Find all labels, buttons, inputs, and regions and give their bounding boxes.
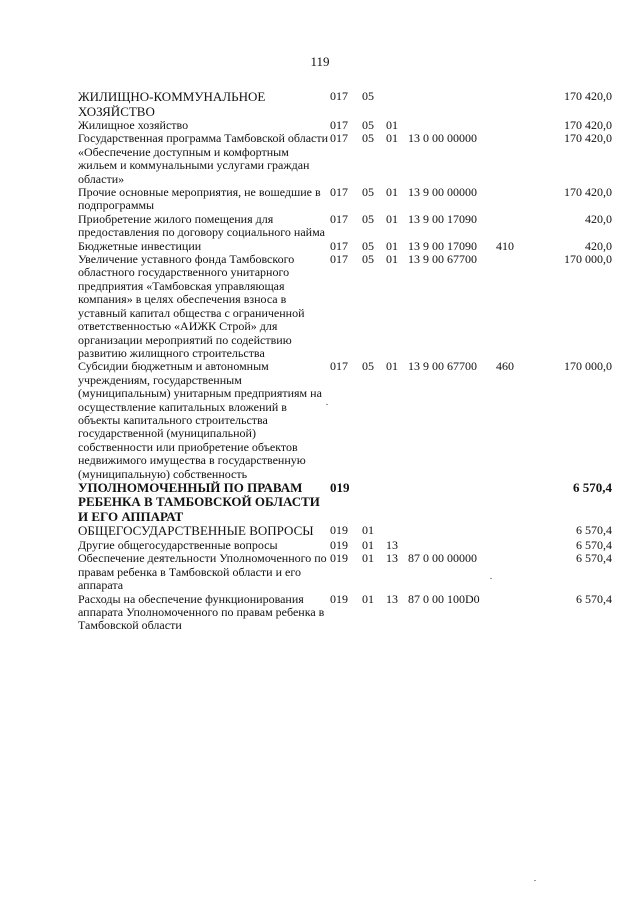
row-ved-code: 019 (330, 551, 348, 566)
row-expense-type (496, 552, 532, 592)
row-sum: 170 000,0 (564, 359, 612, 374)
row-section-code: 05 (362, 118, 374, 132)
row-ved-code: 017 (330, 211, 348, 226)
row-name: Прочие основные мероприятия, не вошедшие в подпрограммы (78, 185, 321, 213)
row-subsection-code: 01 (386, 185, 398, 200)
table-row (78, 552, 612, 592)
row-ved-code: 019 (330, 523, 348, 538)
row-name: Приобретение жилого помещения для предоставления по договору социального найма (78, 211, 325, 240)
row-expense-type (496, 524, 532, 539)
row-sum: 170 420,0 (564, 131, 612, 146)
row-name: ЖИЛИЩНО-КОММУНАЛЬНОЕ ХОЗЯЙСТВО (78, 89, 266, 119)
row-expense-type (496, 186, 532, 213)
row-target-code: 13 0 00 00000 (408, 131, 477, 146)
table-row (78, 186, 612, 213)
row-ved-code: 017 (330, 118, 348, 132)
row-sum: 6 570,4 (576, 523, 612, 538)
row-target-code (408, 119, 496, 132)
row-sum: 6 570,4 (576, 551, 612, 566)
table-row (78, 90, 612, 119)
row-ved-code: 017 (330, 131, 348, 146)
table-row (78, 481, 612, 525)
row-target-code (408, 539, 496, 552)
row-sum: 170 000,0 (564, 252, 612, 267)
row-target-code: 87 0 00 100D0 (408, 591, 480, 606)
row-ved-code: 017 (330, 252, 348, 267)
row-subsection-code: 01 (386, 252, 398, 267)
row-name: Субсидии бюджетным и автономным учреждениям, государственным (муниципальным) унитарным предприятиям на осуществление капитальных вложений в объекты капитального строительства государственной (муниципальной) собственности или приобретение объектов недвижимого имущества в государственную (муниципальную) собственность (78, 359, 322, 481)
row-name: УПОЛНОМОЧЕННЫЙ ПО ПРАВАМ РЕБЕНКА В ТАМБОВСКОЙ ОБЛАСТИ И ЕГО АППАРАТ (78, 479, 320, 524)
table-row (78, 119, 612, 132)
row-sum: 170 420,0 (564, 118, 612, 132)
row-expense-type (496, 539, 532, 552)
row-target-code: 13 9 00 17090 (408, 238, 477, 253)
row-section-code: 05 (362, 359, 374, 374)
table-row (78, 360, 612, 481)
row-target-code: 13 9 00 67700 (408, 252, 477, 267)
row-section-code: 05 (362, 185, 374, 200)
row-section-code (362, 481, 386, 525)
row-target-code (408, 90, 496, 119)
row-sum: 420,0 (585, 238, 612, 253)
row-target-code: 13 9 00 67700 (408, 359, 477, 374)
row-section-code: 01 (362, 523, 374, 538)
table-row (78, 213, 612, 240)
row-ved-code: 019 (330, 479, 350, 495)
row-expense-type (496, 213, 532, 240)
budget-table (78, 90, 612, 633)
row-section-code: 05 (362, 211, 374, 226)
row-ved-code: 017 (330, 185, 348, 200)
scan-speck (534, 880, 536, 881)
row-sum: 6 570,4 (576, 537, 612, 552)
row-expense-type (496, 481, 532, 525)
row-ved-code: 017 (330, 89, 348, 103)
row-sum: 170 420,0 (564, 185, 612, 200)
row-subsection-code: 13 (386, 591, 398, 606)
table-row (78, 240, 612, 253)
table-row (78, 539, 612, 552)
row-subsection-code: 13 (386, 551, 398, 566)
table-row (78, 524, 612, 539)
row-name: Обеспечение деятельности Уполномоченного по правам ребенка в Тамбовской области и его аппарата (78, 551, 327, 593)
row-target-code (408, 481, 496, 525)
row-name: Государственная программа Тамбовской области «Обеспечение доступным и комфортным жильем и коммунальными услугами граждан области» (78, 131, 329, 186)
row-name: Другие общегосударственные вопросы (78, 537, 278, 552)
row-target-code: 13 9 00 00000 (408, 185, 477, 200)
row-expense-type (496, 132, 532, 186)
row-section-code: 01 (362, 537, 374, 552)
row-section-code: 05 (362, 238, 374, 253)
row-subsection-code: 01 (386, 238, 398, 253)
table-row (78, 253, 612, 360)
row-name: Жилищное хозяйство (78, 118, 189, 132)
row-subsection-code (386, 90, 408, 119)
row-name: Увеличение уставного фонда Тамбовского областного государственного унитарного предприятия «Тамбовская управляющая компания» в целях обеспечения взноса в уставный капитал общества с ограниченной ответственностью «АИЖК Строй» для организации мероприятий по содействию развитию жилищного строительства (78, 252, 305, 360)
row-ved-code: 019 (330, 537, 348, 552)
row-section-code: 05 (362, 131, 374, 146)
row-section-code: 01 (362, 591, 374, 606)
row-ved-code: 019 (330, 591, 348, 606)
row-name: Бюджетные инвестиции (78, 238, 202, 253)
row-ved-code: 017 (330, 238, 348, 253)
row-subsection-code (386, 524, 408, 539)
row-expense-type (496, 253, 532, 360)
row-subsection-code: 01 (386, 359, 398, 374)
row-sum: 6 570,4 (576, 591, 612, 606)
row-subsection-code: 13 (386, 537, 398, 552)
row-expense-type: 460 (496, 359, 514, 374)
table-row (78, 593, 612, 633)
row-expense-type (496, 593, 532, 633)
row-subsection-code: 01 (386, 131, 398, 146)
row-subsection-code (386, 481, 408, 525)
row-section-code: 05 (362, 89, 374, 103)
table-row (78, 132, 612, 186)
row-expense-type (496, 90, 532, 119)
row-expense-type (496, 119, 532, 132)
row-subsection-code: 01 (386, 118, 398, 132)
row-target-code (408, 524, 496, 539)
row-section-code: 01 (362, 551, 374, 566)
row-ved-code: 017 (330, 359, 348, 374)
row-sum: 6 570,4 (573, 479, 612, 495)
row-subsection-code: 01 (386, 211, 398, 226)
scan-speck (490, 578, 492, 579)
row-target-code: 87 0 00 00000 (408, 551, 477, 566)
row-target-code: 13 9 00 17090 (408, 211, 477, 226)
row-name: ОБЩЕГОСУДАРСТВЕННЫЕ ВОПРОСЫ (78, 523, 314, 539)
row-name: Расходы на обеспечение функционирования аппарата Уполномоченного по правам ребенка в Тамбовской области (78, 591, 325, 633)
row-sum: 420,0 (585, 211, 612, 226)
row-section-code: 05 (362, 252, 374, 267)
page-number: 119 (310, 54, 330, 69)
row-sum: 170 420,0 (564, 89, 612, 103)
scan-speck (326, 404, 328, 405)
row-expense-type: 410 (496, 238, 514, 253)
